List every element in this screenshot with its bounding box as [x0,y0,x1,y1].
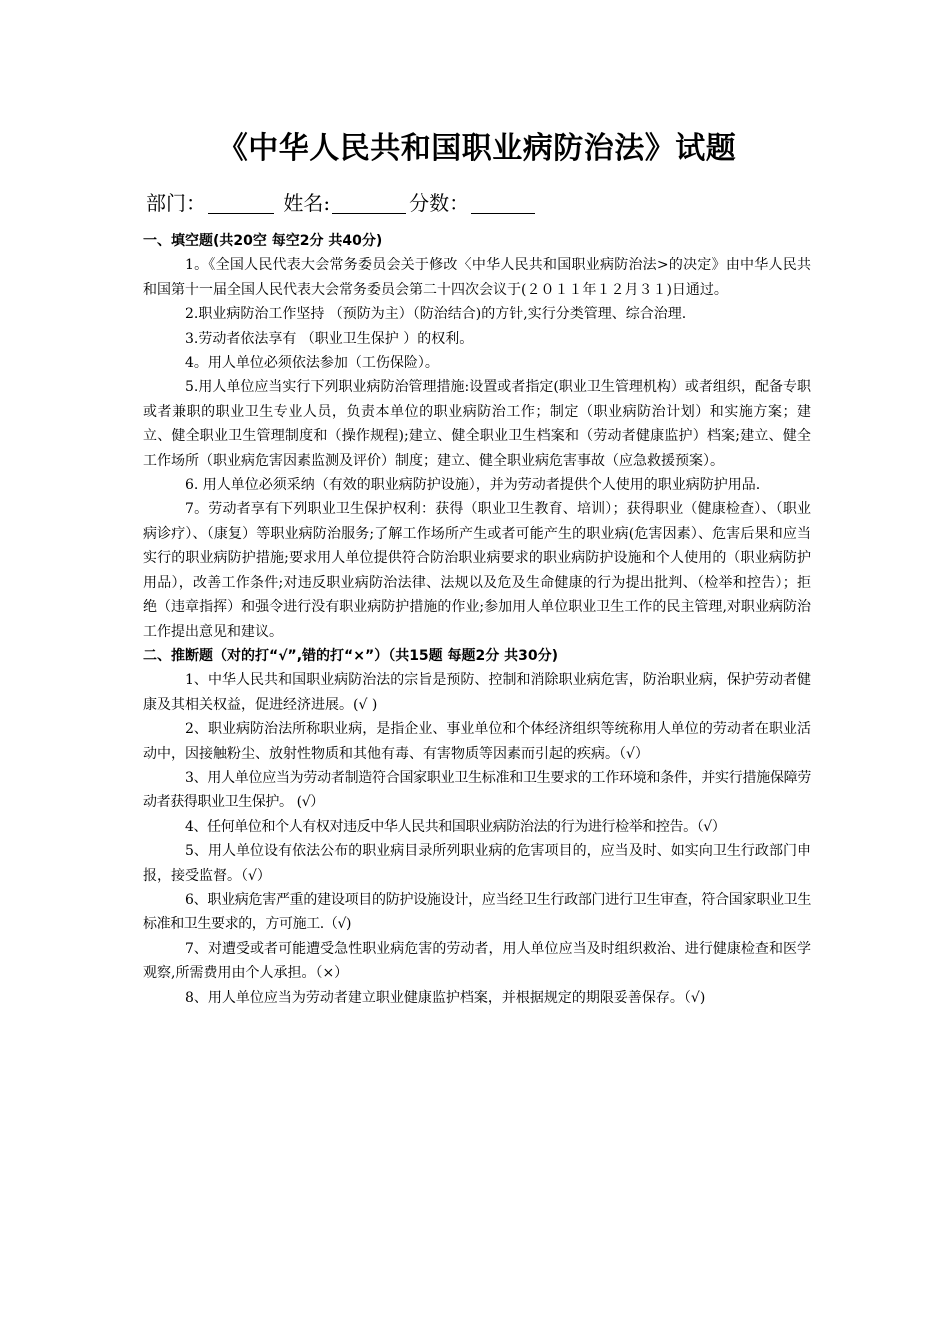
name-blank[interactable] [332,193,406,214]
fill-in-question-3: 3.劳动者依法享有 （职业卫生保护 ）的权利。 [185,330,474,347]
true-false-question-7: 7、对遭受或者可能遭受急性职业病危害的劳动者，用人单位应当及时组织救治、进行健康检查和医学观察,所需费用由个人承担。（×） [143,940,811,982]
section-fill-in-heading: 一、填空题(共20空 每空2分 共40分) [143,233,383,249]
fill-in-question-2: 2.职业病防治工作坚持 （预防为主）（防治结合)的方针,实行分类管理、综合治理. [185,306,687,323]
true-false-question-3: 3、用人单位应当为劳动者制造符合国家职业卫生标准和卫生要求的工作环境和条件，并实行措施保障劳动者获得职业卫生保护。 (√） [143,769,811,811]
true-false-question-5: 5、用人单位设有依法公布的职业病目录所列职业病的危害项目的，应当及时、如实向卫生行政部门申报，接受监督。（√） [143,843,811,884]
true-false-question-1: 1、中华人民共和国职业病防治法的宗旨是预防、控制和消除职业病危害，防治职业病，保护劳动者健康及其相关权益，促进经济进展。(√ ) [143,672,811,713]
dept-blank[interactable] [208,193,274,214]
name-label: 姓名: [277,191,331,215]
score-label: 分数： [409,191,470,215]
exam-info-line [146,189,538,217]
fill-in-question-5: 5.用人单位应当实行下列职业病防治管理措施:设置或者指定(职业卫生管理机构）或者组织，配备专职或者兼职的职业卫生专业人员，负责本单位的职业病防治工作；制定（职业病防治计划）和实施方案；建立、健全职业卫生管理制度和（操作规程);建立、健全职业卫生档案和（劳动者健康监护）档案;建立、健全工作场所（职业病危害因素监测及评价）制度；建立、健全职业病危害事故（应急救援预案）。 [143,379,811,469]
true-false-question-4: 4、任何单位和个人有权对违反中华人民共和国职业病防治法的行为进行检举和控告。（√） [185,818,726,835]
score-blank[interactable] [471,193,535,214]
document-title: 《中华人民共和国职业病防治法》试题 [217,131,737,166]
dept-label: 部门： [146,191,206,215]
section-true-false-heading: 二、推断题（对的打“√”,错的打“×”）（共15题 每题2分 共30分) [143,647,559,664]
fill-in-question-1: 1。《全国人民代表大会常务委员会关于修改〈中华人民共和国职业病防治法>的决定》由中华人民共和国第十一届全国人民代表大会常务委员会第二十四次会议于(２０１１年１２月３１)日通过。 [143,257,811,298]
exam-content [143,229,811,1010]
true-false-question-6: 6、职业病危害严重的建设项目的防护设施设计，应当经卫生行政部门进行卫生审查，符合国家职业卫生标准和卫生要求的，方可施工.（√) [143,891,811,933]
true-false-question-8: 8、用人单位应当为劳动者建立职业健康监护档案，并根据规定的期限妥善保存。（√) [185,989,706,1006]
fill-in-question-7: 7。劳动者享有下列职业卫生保护权利：获得（职业卫生教育、培训）；获得职业（健康检查）、（职业病诊疗）、（康复）等职业病防治服务;了解工作场所产生或者可能产生的职业病(危害因素）、危害后果和应当实行的职业病防护措施;要求用人单位提供符合防治职业病要求的职业病防护设施和个人使用的（职业病防护用品），改善工作条件;对违反职业病防治法律、法规以及危及生命健康的行为提出批判、（检举和控告）；拒绝（违章指挥）和强令进行没有职业病防护措施的作业;参加用人单位职业卫生工作的民主管理,对职业病防治工作提出意见和建议。 [143,501,811,640]
fill-in-question-6: 6. 用人单位必须采纳（有效的职业病防护设施），并为劳动者提供个人使用的职业病防护用品. [185,477,761,494]
true-false-question-2: 2、职业病防治法所称职业病，是指企业、事业单位和个体经济组织等统称用人单位的劳动者在职业活动中，因接触粉尘、放射性物质和其他有毒、有害物质等因素而引起的疾病。（√） [143,721,811,762]
fill-in-question-4: 4。用人单位必须依法参加（工伤保险）。 [185,355,439,372]
